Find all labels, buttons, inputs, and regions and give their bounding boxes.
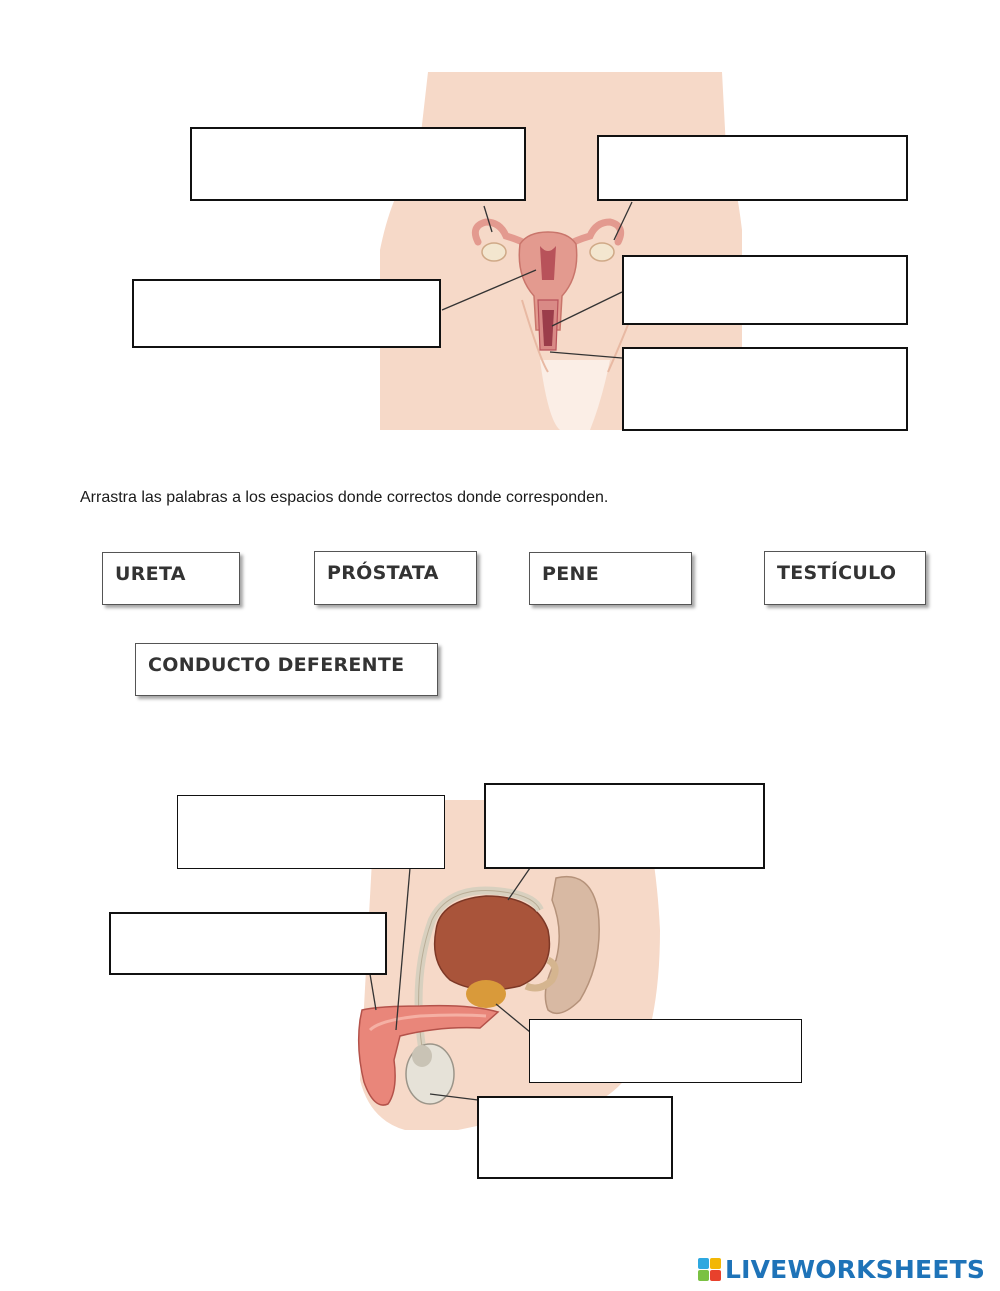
word-chip-prostata[interactable]: PRÓSTATA	[314, 551, 477, 605]
answer-box-male-4[interactable]	[529, 1019, 802, 1083]
answer-box-male-3[interactable]	[109, 912, 387, 975]
liveworksheets-logo	[698, 1252, 985, 1286]
answer-box-male-5[interactable]	[477, 1096, 673, 1179]
word-chip-testiculo[interactable]: TESTÍCULO	[764, 551, 926, 605]
word-chip-conducto-deferente[interactable]: CONDUCTO DEFERENTE	[135, 643, 438, 696]
logo-text: LIVEWORKSHEETS	[725, 1254, 986, 1284]
word-chip-ureta[interactable]: URETA	[102, 552, 240, 605]
logo-squares-icon	[698, 1258, 721, 1281]
answer-box-male-1[interactable]	[177, 795, 445, 869]
answer-box-male-2[interactable]	[484, 783, 765, 869]
word-chip-pene[interactable]: PENE	[529, 552, 692, 605]
instruction-text: Arrastra las palabras a los espacios donde correctos donde corresponden.	[80, 489, 609, 506]
